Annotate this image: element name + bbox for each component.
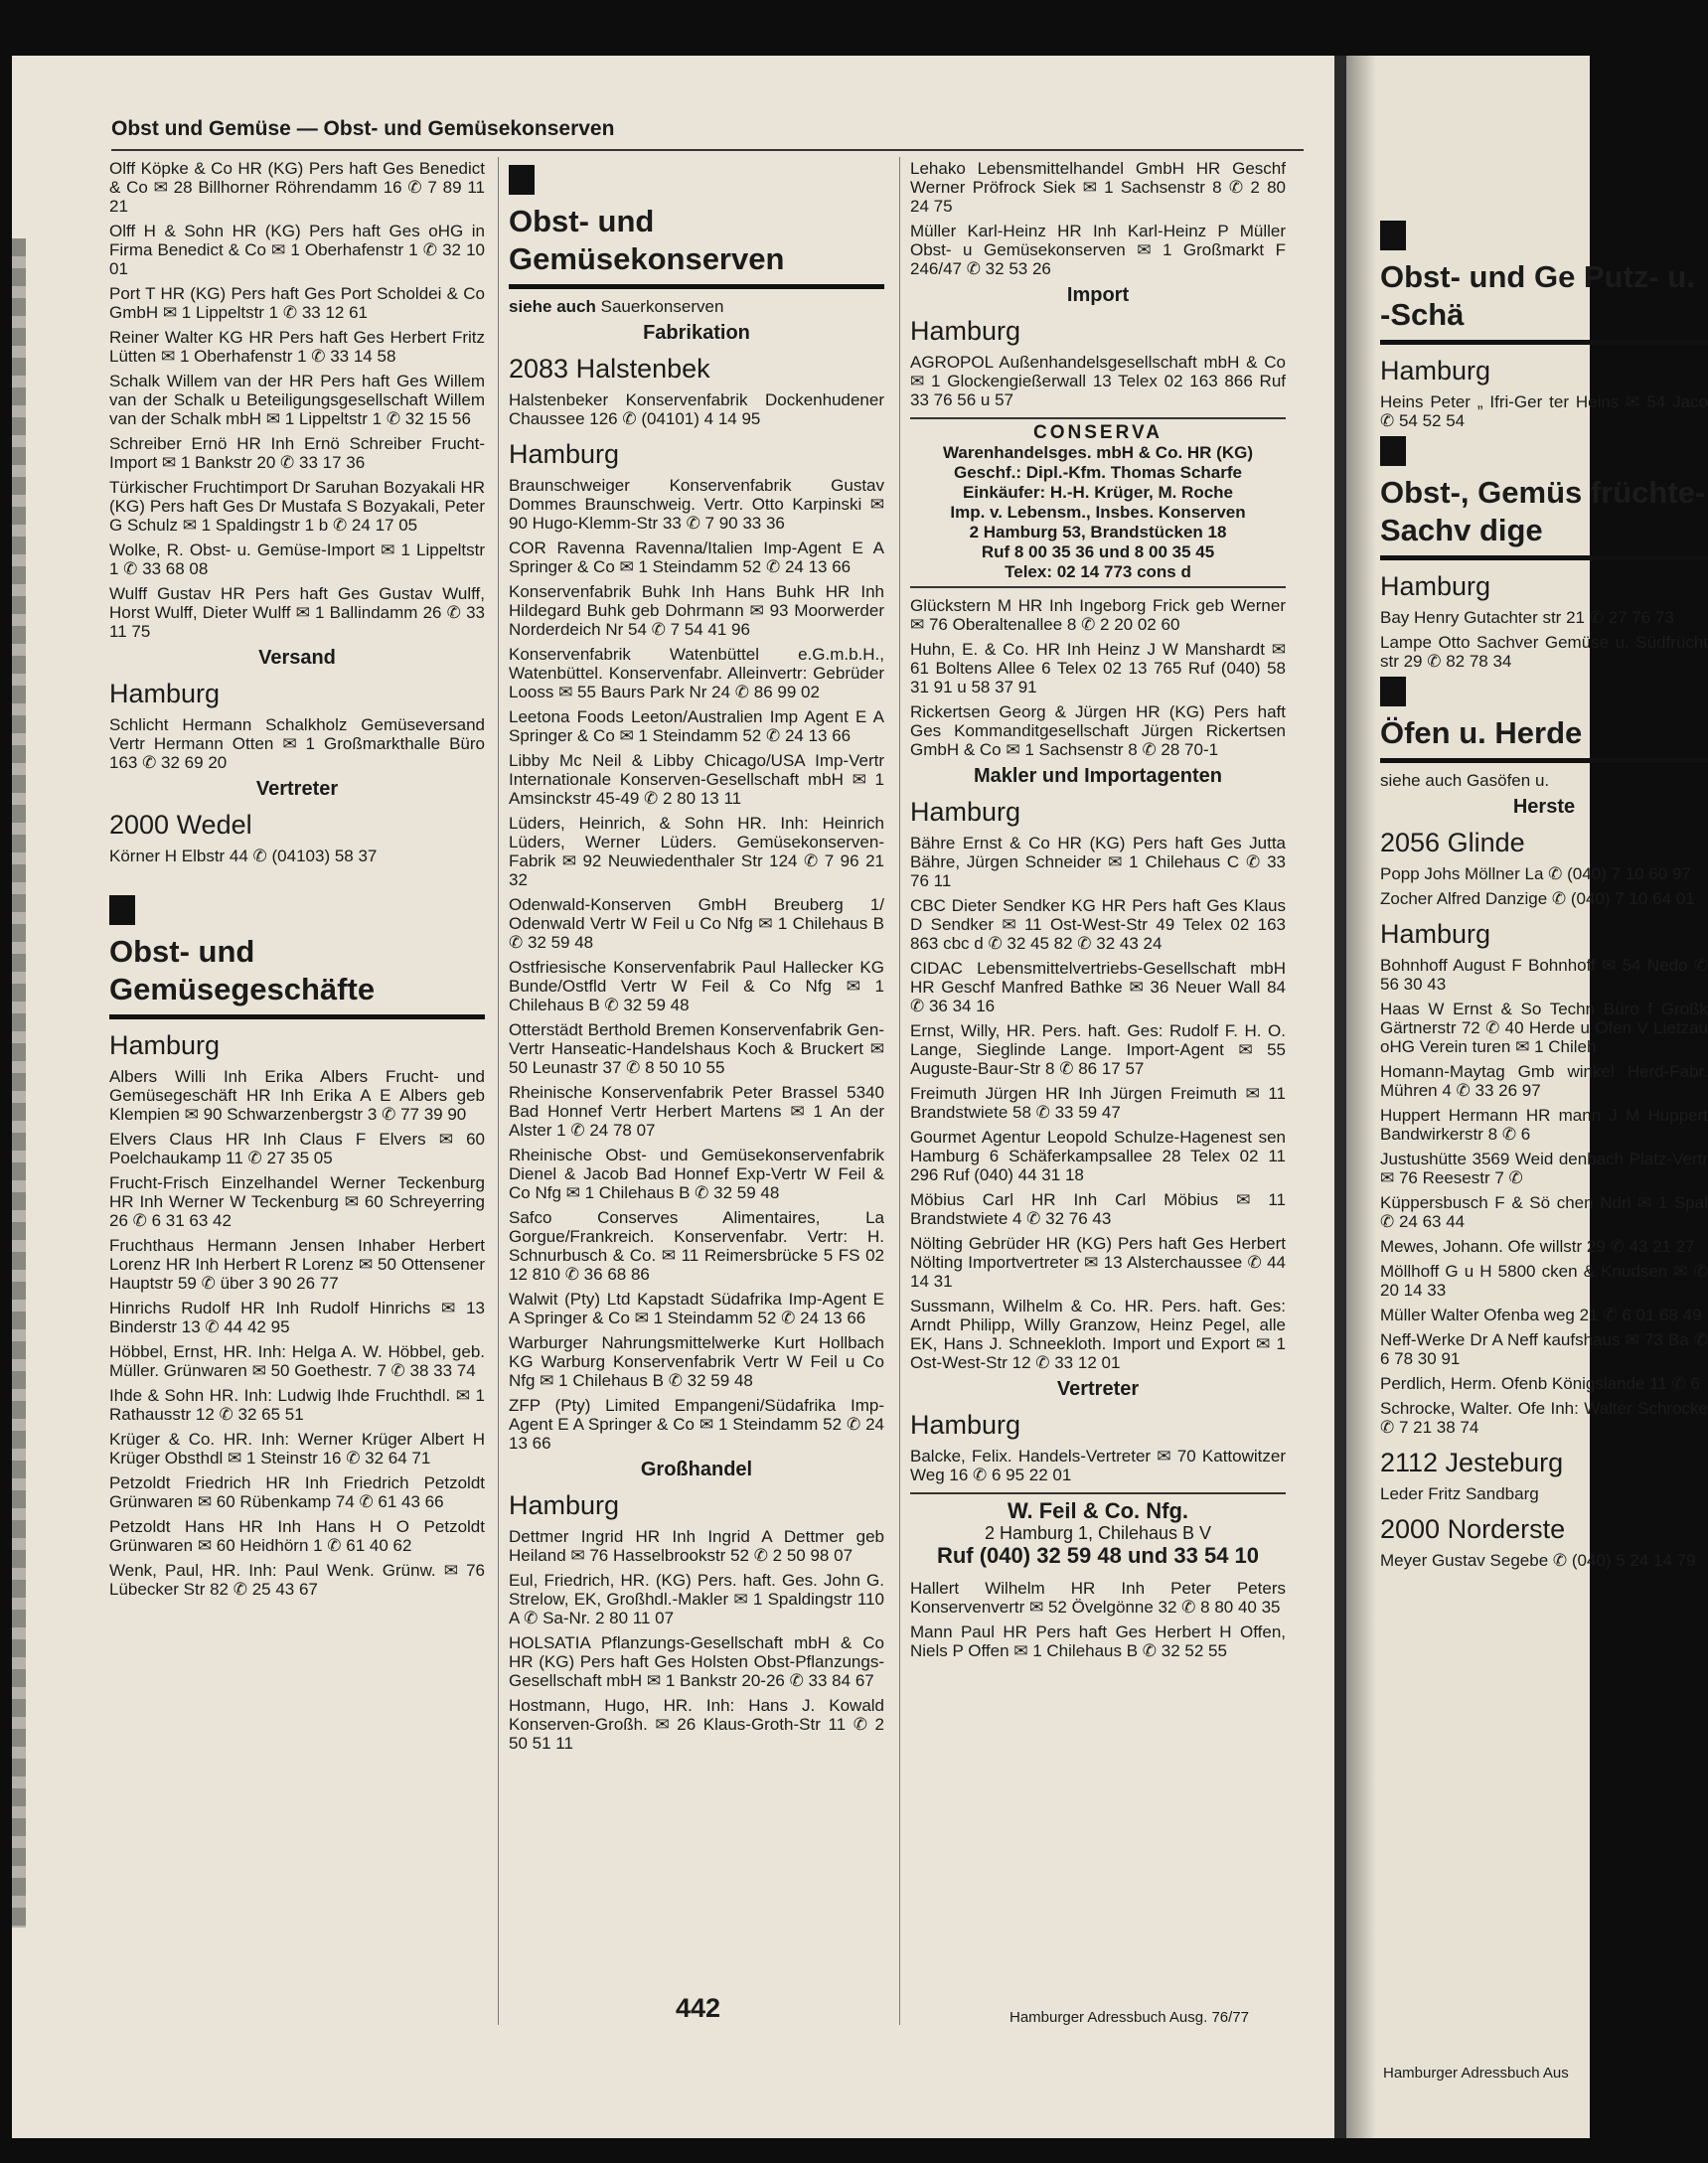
entry-list — [1380, 608, 1708, 671]
feil-phone: Ruf (040) 32 59 48 und 33 54 10 — [936, 1543, 1260, 1568]
listing-entry: Zocher Alfred Danzige ✆ (040) 7 10 64 01 — [1380, 889, 1695, 908]
entry-list — [109, 1067, 485, 1599]
listing-entry: Möllhoff G u H 5800 cken & Knudsen ✉ ✆ 20 14 33 — [1380, 1262, 1708, 1300]
subheading: Vertreter — [255, 778, 339, 800]
listing-entry: Leetona Foods Leeton/Australien Imp Agent E A Springer & Co ✉ 1 Steindamm 52 ✆ 24 13 66 — [509, 707, 884, 745]
listing-entry: Müller Walter Ofenba weg 21 ✆ 6 01 68 49 — [1380, 1306, 1702, 1324]
subheading: Herste — [1512, 796, 1576, 818]
listing-entry: Ihde & Sohn HR. Inh: Ludwig Ihde Fruchthdl. ✉ 1 Rathausstr 12 ✆ 32 65 51 — [109, 1386, 485, 1424]
listing-entry: Ernst, Willy, HR. Pers. haft. Ges: Rudolf F. H. O. Lange, Sieglinde Lange. Import-Agent ✉ 55 Auguste-Baur-Str 8 ✆ 86 17 57 — [910, 1021, 1286, 1078]
city-heading: 2000 Wedel — [109, 810, 252, 840]
subheading: Import — [1066, 284, 1130, 306]
city-heading: Hamburg — [910, 1410, 1021, 1440]
listing-entry: Wulff Gustav HR Pers haft Ges Gustav Wulff, Horst Wulff, Dieter Wulff ✉ 1 Ballindamm 26 ✆ 33 11 75 — [109, 584, 485, 641]
city-heading: Hamburg — [509, 1490, 620, 1520]
section-title: Obst- und Ge Putz- u. -Schä — [1380, 259, 1695, 332]
listing-entry: Höbbel, Ernst, HR. Inh: Helga A. W. Höbbel, geb. Müller. Grünwaren ✉ 50 Goethestr. 7 ✆ 38 33 74 — [109, 1342, 485, 1380]
section-title: Obst- und Gemüsekonserven — [509, 204, 785, 276]
section-marker — [509, 165, 535, 195]
listing-entry: Olff Köpke & Co HR (KG) Pers haft Ges Benedict & Co ✉ 28 Billhorner Röhrendamm 16 ✆ 7 89 11 21 — [109, 159, 485, 216]
section-marker — [1380, 221, 1406, 250]
listing-entry: Otterstädt Berthold Bremen Konservenfabrik Gen-Vertr Hanseatic-Handelshaus Koch & Bruckert ✉ 50 Leunastr 37 ✆ 8 50 10 55 — [509, 1020, 884, 1077]
listing-entry: Glückstern M HR Inh Ingeborg Frick geb Werner ✉ 76 Oberaltenallee 8 ✆ 2 20 02 60 — [910, 596, 1286, 634]
subheading: Makler und Importagenten — [973, 765, 1223, 787]
listing-entry: Mann Paul HR Pers haft Ges Herbert H Offen, Niels P Offen ✉ 1 Chilehaus B ✆ 32 52 55 — [910, 1622, 1286, 1660]
conserva-advertisement — [910, 417, 1286, 588]
see-also-target: Sauerkonserven — [600, 297, 724, 316]
listing-entry: Schreiber Ernö HR Inh Ernö Schreiber Frucht-Import ✉ 1 Bankstr 20 ✆ 33 17 36 — [109, 434, 485, 472]
feil-address: 2 Hamburg 1, Chilehaus B V — [984, 1523, 1212, 1543]
listing-entry: Konservenfabrik Watenbüttel e.G.m.b.H., Watenbüttel. Konservenfabr. Alleinvertr: Gebrüder Looss ✉ 55 Baurs Park Nr 24 ✆ 86 99 02 — [509, 645, 884, 701]
listing-entry: Homann-Maytag Gmb winkel Herd-Fabr. Mühren 4 ✆ 33 26 97 — [1380, 1062, 1708, 1100]
listing-entry: Krüger & Co. HR. Inh: Werner Krüger Albert H Krüger Obsthdl ✉ 1 Steinstr 16 ✆ 32 64 71 — [109, 1430, 485, 1468]
entry-list — [910, 596, 1286, 759]
entry-list — [1380, 1484, 1708, 1503]
column-divider — [498, 157, 499, 2025]
subheading: Vertreter — [1056, 1378, 1140, 1400]
listing-entry: Libby Mc Neil & Libby Chicago/USA Imp-Vertr Internationale Konserven-Gesellschaft mbH ✉ 1 Amsinckstr 45-49 ✆ 2 80 13 11 — [509, 751, 884, 808]
listing-entry: Körner H Elbstr 44 ✆ (04103) 58 37 — [109, 847, 378, 865]
listing-entry: Mewes, Johann. Ofe willstr 29 ✆ 43 21 27 — [1380, 1237, 1695, 1256]
running-header: Obst und Gemüse — Obst- und Gemüsekonserven — [111, 117, 615, 140]
section-title: Öfen u. Herde — [1380, 715, 1583, 750]
city-heading: Hamburg — [509, 439, 620, 469]
listing-entry: Schalk Willem van der HR Pers haft Ges Willem van der Schalk u Beteiligungsgesellschaft Willem van der Schalk mbH ✉ 1 Lippeltstr 1 ✆ 32 15 56 — [109, 372, 485, 428]
book-gutter — [1334, 56, 1346, 2138]
listing-entry: Eul, Friedrich, HR. (KG) Pers. haft. Ges. John G. Strelow, EK, Großhdl.-Makler ✉ 1 Spaldingstr 110 A ✆ Sa-Nr. 2 80 11 07 — [509, 1571, 884, 1627]
listing-entry: Küppersbusch F & Sö chen Ndrl ✉ 1 Spal ✆ 24 63 44 — [1380, 1193, 1708, 1231]
listing-entry: Wolke, R. Obst- u. Gemüse-Import ✉ 1 Lippeltstr 1 ✆ 33 68 08 — [109, 541, 485, 578]
listing-entry: AGROPOL Außenhandelsgesellschaft mbH & Co ✉ 1 Glockengießerwall 13 Telex 02 163 866 Ruf 33 76 56 u 57 — [910, 353, 1286, 409]
listing-entry: Dettmer Ingrid HR Inh Ingrid A Dettmer geb Heiland ✉ 76 Hasselbrookstr 52 ✆ 2 50 98 07 — [509, 1527, 884, 1565]
header-rule — [111, 149, 1304, 151]
entry-list — [509, 1527, 884, 1753]
subheading: Großhandel — [640, 1459, 753, 1480]
listing-entry: Heins Peter „ Ifri-Ger ter Heins ✉ 54 Jaco ✆ 54 52 54 — [1380, 392, 1708, 430]
section-rule — [109, 1014, 485, 1019]
listing-entry: Sussmann, Wilhelm & Co. HR. Pers. haft. Ges: Arndt Philipp, Willy Granzow, Heinz Pegel, alle EK, Hans J. Schneekloth. Import und Export ✉ 1 Ost-West-Str 12 ✆ 33 12 01 — [910, 1297, 1286, 1372]
listing-entry: Safco Conserves Alimentaires, La Gorgue/Frankreich. Konservenfabr. Vertr: H. Schnurbusch & Co. ✉ 11 Reimersbrücke 5 FS 02 12 810 ✆ 36 68 86 — [509, 1208, 884, 1284]
ad-title: CONSERVA — [1033, 422, 1163, 443]
listing-entry: Möbius Carl HR Inh Carl Möbius ✉ 11 Brandstwiete 4 ✆ 32 76 43 — [910, 1190, 1286, 1228]
listing-entry: Perdlich, Herm. Ofenb Königslande 11 ✆ 6 — [1380, 1374, 1700, 1393]
city-heading: Hamburg — [910, 797, 1021, 827]
listing-entry: Konservenfabrik Buhk Inh Hans Buhk HR Inh Hildegard Buhk geb Dohrmann ✉ 93 Moorwerder Norderdeich Nr 54 ✆ 7 54 41 96 — [509, 582, 884, 639]
see-also-label: siehe auch — [509, 297, 596, 316]
feil-advertisement — [910, 1492, 1286, 1569]
listing-entry: Wenk, Paul, HR. Inh: Paul Wenk. Grünw. ✉ 76 Lübecker Str 82 ✆ 25 43 67 — [109, 1561, 485, 1599]
listing-entry: Braunschweiger Konservenfabrik Gustav Dommes Braunschweig. Vertr. Otto Karpinski ✉ 90 Hugo-Klemm-Str 33 ✆ 7 90 33 36 — [509, 476, 884, 533]
listing-entry: Bay Henry Gutachter str 21 ✆ 27 76 73 — [1380, 608, 1674, 627]
listing-entry: Lüders, Heinrich, & Sohn HR. Inh: Heinrich Lüders, Werner Lüders. Gemüsekonserven-Fabrik ✉ 92 Neuwiedenthaler Str 124 ✆ 7 96 21 32 — [509, 814, 884, 889]
footer: Hamburger Adressbuch Ausg. 76/77 — [1009, 2009, 1249, 2026]
listing-entry: Meyer Gustav Segebe ✆ (040) 5 24 14 79 — [1380, 1551, 1696, 1570]
listing-entry: Neff-Werke Dr A Neff kaufshaus ✉ 73 Ba ✆ 6 78 30 91 — [1380, 1330, 1708, 1368]
listing-entry: Hallert Wilhelm HR Inh Peter Peters Konservenvertr ✉ 52 Övelgönne 32 ✆ 8 80 40 35 — [910, 1579, 1286, 1617]
listing-entry: Hostmann, Hugo, HR. Inh: Hans J. Kowald Konserven-Großh. ✉ 26 Klaus-Groth-Str 11 ✆ 2 50 51 11 — [509, 1696, 884, 1753]
listing-entry: Türkischer Fruchtimport Dr Saruhan Bozyakali HR (KG) Pers haft Ges Dr Mustafa S Bozyakali, Peter G Schulz ✉ 1 Spaldingstr 1 b ✆ 24 17 05 — [109, 478, 485, 535]
feil-name: W. Feil & Co. Nfg. — [1007, 1498, 1189, 1523]
listing-entry: HOLSATIA Pflanzungs-Gesellschaft mbH & Co HR (KG) Pers haft Ges Holsten Obst-Pflanzungs-Gesellschaft mbH ✉ 1 Bankstr 20-26 ✆ 33 84 67 — [509, 1633, 884, 1690]
listing-entry: Müller Karl-Heinz HR Inh Karl-Heinz P Müller Obst- u Gemüsekonserven ✉ 1 Großmarkt F 246/47 ✆ 32 53 26 — [910, 222, 1286, 278]
listing-entry: Bähre Ernst & Co HR (KG) Pers haft Ges Jutta Bähre, Jürgen Schneider ✉ 1 Chilehaus C ✆ 33 76 11 — [910, 834, 1286, 890]
listing-entry: Rickertsen Georg & Jürgen HR (KG) Pers haft Ges Kommanditgesellschaft Jürgen Rickertsen GmbH & Co ✉ 1 Sachsenstr 8 ✆ 28 70-1 — [910, 702, 1286, 759]
listing-entry: Leder Fritz Sandbarg — [1380, 1484, 1539, 1503]
listing-entry: Huhn, E. & Co. HR Inh Heinz J W Manshardt ✉ 61 Boltens Allee 6 Telex 02 13 765 Ruf (040) 58 31 91 u 58 37 91 — [910, 640, 1286, 696]
listing-entry: Frucht-Frisch Einzelhandel Werner Teckenburg HR Inh Werner W Teckenburg ✉ 60 Schreyerring 26 ✆ 6 31 63 42 — [109, 1173, 485, 1230]
listing-entry: Popp Johs Möllner La ✆ (040) 7 10 60 97 — [1380, 864, 1691, 883]
listing-entry: Freimuth Jürgen HR Inh Jürgen Freimuth ✉ 11 Brandstwiete 58 ✆ 33 59 47 — [910, 1084, 1286, 1122]
column-1 — [109, 159, 485, 1605]
entry-list — [910, 1579, 1286, 1660]
listing-entry: COR Ravenna Ravenna/Italien Imp-Agent E A Springer & Co ✉ 1 Steindamm 52 ✆ 24 13 66 — [509, 539, 884, 576]
entry-list — [109, 847, 485, 865]
listing-entry: Gourmet Agentur Leopold Schulze-Hagenest sen Hamburg 6 Schäferkampsallee 28 Telex 02 11 296 Ruf (040) 44 31 18 — [910, 1128, 1286, 1184]
city-heading: Hamburg — [109, 1030, 221, 1060]
section-rule — [1380, 758, 1708, 763]
ad-line: Einkäufer: H.-H. Krüger, M. Roche — [962, 483, 1234, 502]
ad-lines — [910, 443, 1286, 582]
section-marker — [1380, 436, 1406, 466]
city-heading: Hamburg — [910, 316, 1021, 346]
ad-line: 2 Hamburg 53, Brandstücken 18 — [969, 523, 1227, 541]
listing-entry: Rheinische Obst- und Gemüsekonservenfabrik Dienel & Jacob Bad Honnef Exp-Vertr W Feil & Co Nfg ✉ 1 Chilehaus B ✆ 32 59 48 — [509, 1146, 884, 1202]
entry-list — [910, 1447, 1286, 1484]
subheading: Versand — [258, 647, 336, 669]
listing-entry: Huppert Hermann HR mann J M Huppert Bandwirkerstr 8 ✆ 6 — [1380, 1106, 1708, 1144]
city-heading: Hamburg — [1380, 571, 1491, 601]
entry-list — [109, 159, 485, 641]
city-heading: 2112 Jesteburg — [1380, 1448, 1564, 1477]
listing-entry: Bohnhoff August F Bohnhoff ✉ 54 Nedo ✆ 56 30 43 — [1380, 956, 1708, 994]
listing-entry: Walwit (Pty) Ltd Kapstadt Südafrika Imp-Agent E A Springer & Co ✉ 1 Steindamm 52 ✆ 24 13 66 — [509, 1290, 884, 1327]
listing-entry: Halstenbeker Konservenfabrik Dockenhudener Chaussee 126 ✆ (04101) 4 14 95 — [509, 390, 884, 428]
listing-entry: Lampe Otto Sachver Gemüse u. Südfrücht str 29 ✆ 82 78 34 — [1380, 633, 1708, 671]
city-heading: 2056 Glinde — [1380, 828, 1525, 857]
column-divider — [899, 157, 900, 2025]
listing-entry: Fruchthaus Hermann Jensen Inhaber Herbert Lorenz HR Inh Herbert R Lorenz ✉ 50 Ottensener Hauptstr 59 ✆ über 3 90 26 77 — [109, 1236, 485, 1293]
listing-entry: CBC Dieter Sendker KG HR Pers haft Ges Klaus D Sendker ✉ 11 Ost-West-Str 49 Telex 02 163 863 cbc d ✆ 32 45 82 ✆ 32 43 24 — [910, 896, 1286, 953]
entry-list — [1380, 956, 1708, 1437]
city-heading: Hamburg — [1380, 356, 1491, 386]
ad-line: Warenhandelsges. mbH & Co. HR (KG) — [942, 443, 1253, 462]
city-heading: 2000 Norderste — [1380, 1514, 1566, 1544]
listing-entry: ZFP (Pty) Limited Empangeni/Südafrika Imp-Agent E A Springer & Co ✉ 1 Steindamm 52 ✆ 24 13 66 — [509, 1396, 884, 1453]
right-page — [1346, 56, 1708, 2138]
listing-entry: Rheinische Konservenfabrik Peter Brassel 5340 Bad Honnef Vertr Herbert Martens ✉ 1 An der Alster 1 ✆ 24 78 07 — [509, 1083, 884, 1140]
entry-list — [109, 715, 485, 772]
section-marker — [1380, 677, 1406, 706]
listing-entry: Elvers Claus HR Inh Claus F Elvers ✉ 60 Poelchaukamp 11 ✆ 27 35 05 — [109, 1130, 485, 1167]
city-heading: Hamburg — [109, 679, 221, 708]
listing-entry: Petzoldt Hans HR Inh Hans H O Petzoldt Grünwaren ✉ 60 Heidhörn 1 ✆ 61 40 62 — [109, 1517, 485, 1555]
ad-line: Ruf 8 00 35 36 und 8 00 35 45 — [981, 542, 1215, 561]
listing-entry: Warburger Nahrungsmittelwerke Kurt Hollbach KG Warburg Konservenfabrik Vertr W Feil u Co Nfg ✉ 1 Chilehaus B ✆ 32 59 48 — [509, 1333, 884, 1390]
listing-entry: Balcke, Felix. Handels-Vertreter ✉ 70 Kattowitzer Weg 16 ✆ 6 95 22 01 — [910, 1447, 1286, 1484]
listing-entry: Justushütte 3569 Weid denbach Platz-Vertr ✉ 76 Reesestr 7 ✆ — [1380, 1150, 1708, 1187]
listing-entry: Petzoldt Friedrich HR Inh Friedrich Petzoldt Grünwaren ✉ 60 Rübenkamp 74 ✆ 61 43 66 — [109, 1473, 485, 1511]
city-heading: 2083 Halstenbek — [509, 354, 710, 384]
listing-entry: Reiner Walter KG HR Pers haft Ges Herbert Fritz Lütten ✉ 1 Oberhafenstr 1 ✆ 33 14 58 — [109, 328, 485, 366]
section-title: Obst- und Gemüsegeschäfte — [109, 934, 376, 1006]
listing-entry: Port T HR (KG) Pers haft Ges Port Scholdei & Co GmbH ✉ 1 Lippeltstr 1 ✆ 33 12 61 — [109, 284, 485, 322]
see-also-note: siehe auch Gasöfen u. — [1380, 771, 1550, 790]
entry-list — [1380, 864, 1708, 908]
listing-entry: CIDAC Lebensmittelvertriebs-Gesellschaft mbH HR Geschf Manfred Bathke ✉ 36 Neuer Wall 84 ✆ 36 34 16 — [910, 959, 1286, 1015]
entry-list — [910, 834, 1286, 1372]
page-number: 442 — [676, 1993, 721, 2023]
listing-entry: Olff H & Sohn HR (KG) Pers haft Ges oHG in Firma Benedict & Co ✉ 1 Oberhafenstr 1 ✆ 32 10 01 — [109, 222, 485, 278]
listing-entry: Ostfriesische Konservenfabrik Paul Hallecker KG Bunde/Ostfld Vertr W Feil & Co Nfg ✉ 1 Chilehaus B ✆ 32 59 48 — [509, 958, 884, 1014]
see-also-note — [509, 297, 884, 316]
entry-list — [509, 390, 884, 428]
listing-entry: Lehako Lebensmittelhandel GmbH HR Geschf Werner Pröfrock Siek ✉ 1 Sachsenstr 8 ✆ 2 80 24 75 — [910, 159, 1286, 216]
section-rule — [1380, 340, 1708, 345]
column-4 — [1380, 215, 1708, 1576]
entry-list — [910, 159, 1286, 278]
footer-right: Hamburger Adressbuch Aus — [1383, 2065, 1569, 2082]
ad-line: Imp. v. Lebensm., Insbes. Konserven — [950, 503, 1246, 522]
city-heading: Hamburg — [1380, 919, 1491, 949]
listing-entry: Haas W Ernst & So Techn Büro f Großk Gärtnerstr 72 ✆ 40 Herde u Öfen V Lietzau oHG Verein turen ✉ 1 Chileh — [1380, 1000, 1708, 1056]
entry-list — [509, 476, 884, 1453]
entry-list — [910, 353, 1286, 409]
column-3 — [910, 159, 1286, 1666]
listing-entry: Schlicht Hermann Schalkholz Gemüseversand Vertr Hermann Otten ✉ 1 Großmarkthalle Büro 163 ✆ 32 69 20 — [109, 715, 485, 772]
entry-list — [1380, 1551, 1708, 1570]
listing-entry: Nölting Gebrüder HR (KG) Pers haft Ges Herbert Nölting Importvertreter ✉ 13 Alsterchaussee ✆ 44 14 31 — [910, 1234, 1286, 1291]
section-title: Obst-, Gemüs früchte-Sachv dige — [1380, 475, 1706, 547]
entry-list — [1380, 392, 1708, 430]
section-rule — [1380, 555, 1708, 560]
ad-line: Telex: 02 14 773 cons d — [1005, 562, 1191, 581]
section-rule — [509, 284, 884, 289]
listing-entry: Albers Willi Inh Erika Albers Frucht- und Gemüsegeschäft HR Inh Erika A E Albers geb Klempien ✉ 90 Schwarzenbergstr 3 ✆ 77 39 90 — [109, 1067, 485, 1124]
section-marker — [109, 895, 135, 925]
ad-line: Geschf.: Dipl.-Kfm. Thomas Scharfe — [954, 463, 1242, 482]
listing-entry: Schrocke, Walter. Ofe Inh: Walter Schrocke ✆ 7 21 38 74 — [1380, 1399, 1708, 1437]
page-edge-shadow — [12, 238, 26, 1928]
column-2 — [509, 159, 884, 1759]
listing-entry: Odenwald-Konserven GmbH Breuberg 1/ Odenwald Vertr W Feil u Co Nfg ✉ 1 Chilehaus B ✆ 32 59 48 — [509, 895, 884, 952]
gutter-shadow — [1346, 56, 1376, 2138]
listing-entry: Hinrichs Rudolf HR Inh Rudolf Hinrichs ✉ 13 Binderstr 13 ✆ 44 42 95 — [109, 1299, 485, 1336]
subheading: Fabrikation — [643, 322, 750, 344]
